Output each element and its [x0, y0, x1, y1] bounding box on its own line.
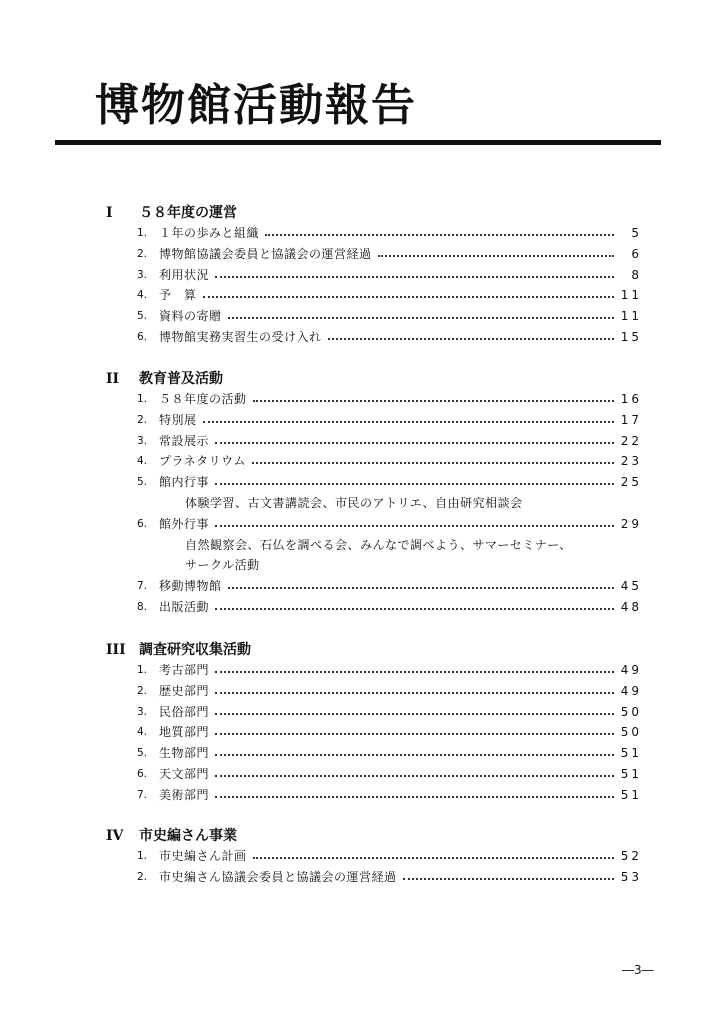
toc-entry: [137, 660, 642, 680]
dot-leader: [215, 525, 614, 527]
entry-page-number: 45: [620, 579, 642, 594]
entry-label: 常設展示: [159, 433, 210, 448]
dot-leader: [215, 608, 614, 610]
entry-label: 天文部門: [159, 767, 210, 781]
entry-label: 考古部門: [159, 663, 210, 677]
dot-leader: [215, 754, 614, 756]
toc-entry: [137, 431, 642, 451]
section-title: ５８年度の運営: [139, 205, 237, 221]
dot-leader: [203, 296, 614, 298]
entry-number: 7.: [137, 580, 148, 593]
dot-leader: [203, 421, 614, 423]
entry-number: 1.: [137, 393, 148, 405]
entry-number: 6.: [137, 331, 148, 343]
entry-page-number: 51: [620, 787, 642, 802]
toc-entry: [137, 597, 642, 617]
entry-label: 民俗部門: [159, 704, 210, 719]
entry-label: プラネタリウム: [159, 454, 247, 469]
dot-leader: [328, 338, 614, 340]
toc-entry: [137, 285, 642, 305]
entry-label: 資料の寄贈: [159, 309, 222, 324]
entry-page-number: 22: [620, 433, 642, 448]
entry-label: 地質部門: [159, 725, 210, 740]
entry-number: 3.: [137, 434, 148, 447]
toc-entry: [137, 327, 642, 347]
dot-leader: [253, 400, 614, 402]
section-heading: [106, 203, 237, 223]
toc-entry: [137, 764, 642, 784]
entry-label: 館内行事: [159, 475, 210, 490]
section-heading: [106, 826, 237, 846]
section-heading: [106, 640, 251, 660]
entry-number: 4.: [137, 289, 148, 302]
section-numeral: III: [106, 642, 126, 658]
entry-label: 美術部門: [159, 787, 210, 802]
entry-number: 1.: [137, 850, 148, 862]
entry-label: 移動博物館: [159, 579, 222, 594]
entry-page-number: 11: [620, 309, 642, 324]
toc-entry: [137, 389, 642, 409]
dot-leader: [215, 796, 614, 798]
entry-label: 市史編さん計画: [159, 849, 247, 863]
entry-number: 1.: [137, 227, 148, 239]
dot-leader: [228, 587, 614, 589]
title-rule: [55, 140, 661, 145]
toc-entry: [137, 223, 642, 243]
entry-number: 1.: [137, 664, 148, 676]
entry-number: 4.: [137, 726, 148, 739]
toc-entry: [137, 514, 642, 534]
entry-number: 7.: [137, 788, 148, 801]
entry-page-number: 11: [620, 288, 642, 303]
entry-page-number: 51: [620, 767, 642, 781]
entry-page-number: 15: [620, 330, 642, 344]
entry-page-number: 48: [620, 600, 642, 614]
entry-page-number: 50: [620, 725, 642, 740]
toc-entry: [137, 743, 642, 763]
entry-label: ５８年度の活動: [159, 392, 247, 406]
entry-page-number: 49: [620, 683, 642, 698]
entry-number: 5.: [137, 476, 148, 489]
entry-number: 6.: [137, 517, 148, 530]
section-numeral: IV: [106, 828, 124, 844]
entry-page-number: 49: [620, 663, 642, 677]
toc-entry: [137, 576, 642, 596]
entry-page-number: 50: [620, 704, 642, 719]
toc-subentry: サークル活動: [185, 558, 260, 573]
entry-page-number: 25: [620, 475, 642, 490]
dot-leader: [215, 733, 614, 735]
entry-label: 出版活動: [159, 600, 210, 614]
toc-subentry: 自然観察会、石仏を調べる会、みんなで調べよう、サマーセミナー、: [185, 537, 572, 552]
toc-entry: [137, 722, 642, 742]
entry-page-number: 52: [620, 849, 642, 863]
entry-number: 8.: [137, 601, 148, 613]
toc-entry: [137, 846, 642, 866]
toc-entry: [137, 244, 642, 264]
entry-number: 3.: [137, 268, 148, 281]
dot-leader: [215, 671, 614, 673]
toc-entry: [137, 702, 642, 722]
toc-entry: [137, 306, 642, 326]
page-title: 博物館活動報告: [95, 80, 417, 131]
entry-label: 館外行事: [159, 516, 210, 531]
entry-label: 博物館実務実習生の受け入れ: [159, 330, 322, 344]
section-title: 調査研究収集活動: [139, 642, 251, 658]
entry-page-number: 53: [620, 869, 642, 884]
entry-number: 2.: [137, 684, 148, 697]
dot-leader: [215, 692, 614, 694]
entry-number: 3.: [137, 705, 148, 718]
dot-leader: [265, 234, 614, 236]
entry-number: 2.: [137, 413, 148, 426]
entry-page-number: 6: [631, 246, 642, 261]
entry-label: 博物館協議会委員と協議会の運営経過: [159, 246, 372, 261]
dot-leader: [215, 483, 614, 485]
entry-label: １年の歩みと組織: [159, 226, 260, 240]
entry-label: 利用状況: [159, 267, 210, 282]
toc-entry: [137, 472, 642, 492]
entry-page-number: 51: [620, 746, 642, 761]
dot-leader: [228, 317, 614, 319]
toc-entry: [137, 681, 642, 701]
dot-leader: [403, 878, 614, 880]
entry-label: 歴史部門: [159, 683, 210, 698]
dot-leader: [215, 713, 614, 715]
entry-page-number: 29: [620, 516, 642, 531]
entry-number: 2.: [137, 870, 148, 883]
dot-leader: [215, 442, 614, 444]
section-title: 市史編さん事業: [139, 828, 237, 844]
dot-leader: [252, 462, 614, 464]
entry-page-number: 23: [620, 454, 642, 469]
entry-number: 6.: [137, 768, 148, 780]
entry-label: 特別展: [159, 412, 197, 427]
dot-leader: [215, 276, 614, 278]
entry-page-number: 8: [631, 267, 642, 282]
toc-entry: [137, 410, 642, 430]
toc-entry: [137, 451, 642, 471]
entry-number: 4.: [137, 455, 148, 468]
section-heading: [106, 369, 223, 389]
toc-subentry: 体験学習、古文書講読会、市民のアトリエ、自由研究相談会: [185, 496, 523, 510]
entry-page-number: 5: [631, 226, 642, 240]
toc-entry: [137, 265, 642, 285]
dot-leader: [253, 857, 614, 859]
entry-number: 5.: [137, 310, 148, 323]
section-numeral: II: [106, 371, 120, 387]
section-numeral: I: [106, 205, 113, 221]
entry-number: 5.: [137, 747, 148, 760]
entry-page-number: 16: [620, 392, 642, 406]
page-number: ―3―: [622, 963, 654, 977]
toc-entry: [137, 867, 642, 887]
section-title: 教育普及活動: [139, 371, 223, 387]
entry-number: 2.: [137, 247, 148, 260]
entry-label: 市史編さん協議会委員と協議会の運営経過: [159, 869, 397, 884]
entry-label: 予 算: [159, 288, 197, 303]
entry-page-number: 17: [620, 412, 642, 427]
entry-label: 生物部門: [159, 746, 210, 761]
dot-leader: [378, 255, 614, 257]
dot-leader: [215, 775, 614, 777]
toc-entry: [137, 785, 642, 805]
